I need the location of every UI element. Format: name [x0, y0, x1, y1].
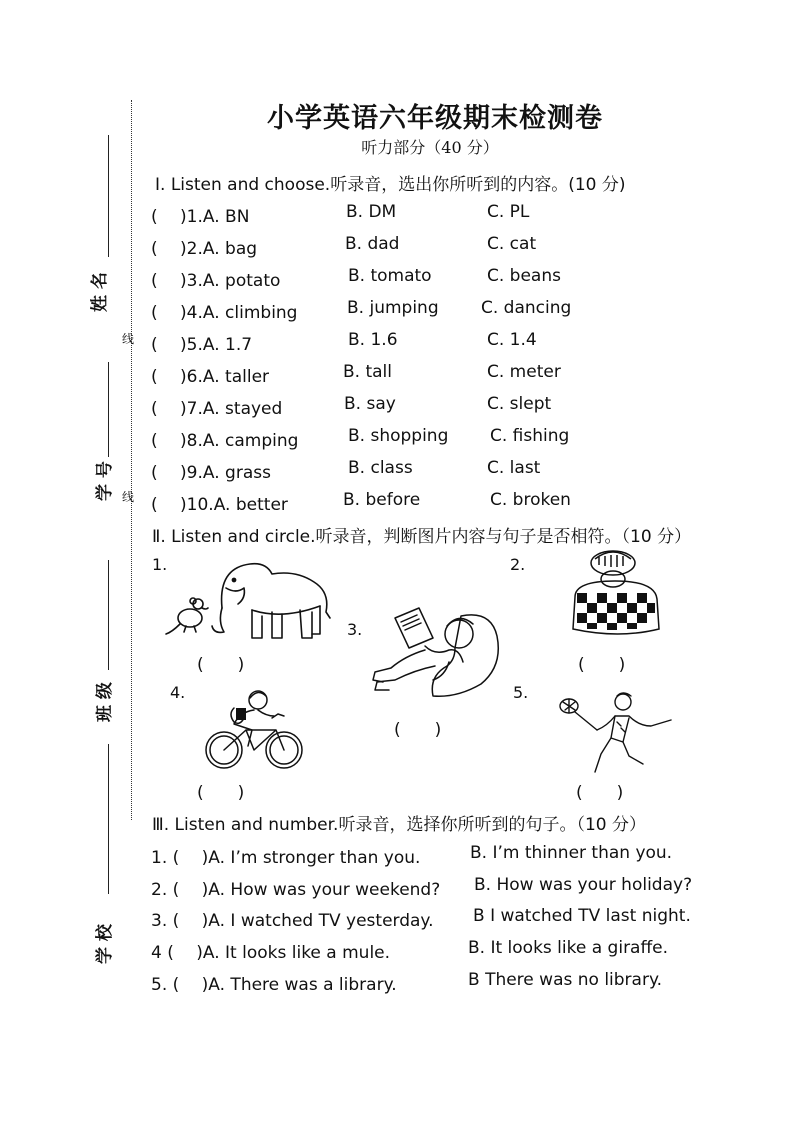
option-b: B. shopping [348, 426, 449, 446]
sentence-row [151, 906, 433, 930]
question-number: 3. [186, 271, 203, 291]
sentence-b: B. It looks like a giraffe. [468, 938, 669, 958]
picture-answer-4[interactable]: ( ) [197, 783, 245, 803]
section3-heading: Ⅲ. Listen and number.听录音，选择你所听到的句子。（10 分） [152, 815, 646, 835]
answer-blank[interactable]: ( ) [151, 239, 187, 259]
option-a: A. climbing [202, 303, 298, 323]
picture-num-1: 1. [152, 555, 168, 574]
mouse-elephant-picture [160, 548, 335, 648]
answer-blank[interactable]: ( ) [151, 303, 187, 323]
option-b: B. dad [345, 234, 400, 254]
option-c: C. dancing [481, 298, 572, 318]
section1-heading: Ⅰ. Listen and choose.听录音，选出你所听到的内容。(10 分) [155, 175, 626, 195]
option-c: C. cat [487, 234, 537, 254]
option-b: B. tomato [348, 266, 432, 286]
question-number: 6. [186, 367, 203, 387]
sentence-b: B. How was your holiday? [474, 875, 693, 895]
choice-row [151, 362, 269, 386]
sentence-number[interactable]: 2. ( ) [151, 880, 209, 900]
option-c: C. slept [487, 394, 552, 414]
page-subtitle: 听力部分（40 分） [361, 138, 499, 157]
student-no-underline [108, 362, 109, 457]
section2-heading: Ⅱ. Listen and circle.听录音，判断图片内容与句子是否相符。（10 分） [152, 527, 692, 547]
option-b: B. DM [346, 202, 397, 222]
question-number: 7. [186, 399, 203, 419]
option-c: C. beans [487, 266, 561, 286]
line-mark-1: 线 [122, 332, 135, 346]
sentence-number[interactable]: 1. ( ) [151, 848, 209, 868]
sentence-a: A. I’m stronger than you. [208, 848, 421, 868]
badminton-player-picture [555, 688, 675, 776]
option-b: B. jumping [347, 298, 439, 318]
sentence-a: A. I watched TV yesterday. [208, 911, 434, 931]
sentence-b: B. I’m thinner than you. [470, 843, 673, 863]
sentence-row [151, 970, 397, 994]
sentence-row [151, 938, 390, 962]
option-c: C. fishing [490, 426, 570, 446]
picture-answer-2[interactable]: ( ) [578, 655, 626, 675]
sentence-a: A. It looks like a mule. [202, 943, 391, 963]
question-number: 9. [186, 463, 203, 483]
sentence-number[interactable]: 3. ( ) [151, 911, 209, 931]
answer-blank[interactable]: ( ) [151, 463, 187, 483]
binding-line [131, 100, 132, 820]
option-a: A. BN [202, 207, 250, 227]
answer-blank[interactable]: ( ) [151, 495, 187, 515]
question-number: 4. [186, 303, 203, 323]
picture-answer-3[interactable]: ( ) [394, 720, 442, 740]
sick-person-picture [565, 545, 665, 645]
choice-row [151, 490, 288, 514]
option-c: C. last [487, 458, 541, 478]
option-b: B. say [344, 394, 396, 414]
picture-num-3: 3. [347, 620, 363, 639]
question-number: 5. [186, 335, 203, 355]
option-a: A. stayed [202, 399, 283, 419]
choice-row [151, 426, 298, 450]
sentence-a: A. How was your weekend? [208, 880, 441, 900]
choice-row [151, 330, 252, 354]
picture-answer-5[interactable]: ( ) [576, 783, 624, 803]
answer-blank[interactable]: ( ) [151, 335, 187, 355]
sentence-row [151, 843, 420, 867]
option-a: A. taller [202, 367, 270, 387]
answer-blank[interactable]: ( ) [151, 271, 187, 291]
picture-num-4: 4. [170, 683, 186, 702]
option-b: B. before [343, 490, 421, 510]
choice-row [151, 234, 257, 258]
question-number: 1. [186, 207, 203, 227]
option-b: B. 1.6 [348, 330, 398, 350]
option-a: A. 1.7 [202, 335, 253, 355]
option-b: B. class [348, 458, 413, 478]
picture-num-2: 2. [510, 555, 526, 574]
question-number: 10. [186, 495, 214, 515]
answer-blank[interactable]: ( ) [151, 431, 187, 451]
option-a: A. grass [202, 463, 271, 483]
option-a: A. potato [202, 271, 281, 291]
option-b: B. tall [343, 362, 392, 382]
sentence-number[interactable]: 5. ( ) [151, 975, 209, 995]
choice-row [151, 298, 297, 322]
choice-row [151, 202, 249, 226]
school-underline [108, 744, 109, 894]
picture-answer-1[interactable]: ( ) [197, 655, 245, 675]
page-title: 小学英语六年级期末检测卷 [267, 103, 603, 134]
answer-blank[interactable]: ( ) [151, 367, 187, 387]
picture-num-5: 5. [513, 683, 529, 702]
sentence-b: B I watched TV last night. [473, 906, 691, 926]
sentence-b: B There was no library. [468, 970, 662, 990]
line-mark-2: 线 [122, 490, 135, 504]
answer-blank[interactable]: ( ) [151, 399, 187, 419]
choice-row [151, 458, 271, 482]
answer-blank[interactable]: ( ) [151, 207, 187, 227]
question-number: 8. [186, 431, 203, 451]
option-c: C. 1.4 [487, 330, 537, 350]
option-c: C. PL [487, 202, 530, 222]
option-c: C. meter [487, 362, 561, 382]
option-a: A. bag [202, 239, 258, 259]
cycling-boy-picture [202, 688, 307, 773]
choice-row [151, 394, 282, 418]
option-a: A. camping [202, 431, 299, 451]
sentence-row [151, 875, 440, 899]
reading-boy-picture [365, 606, 505, 698]
sentence-a: A. There was a library. [208, 975, 397, 995]
choice-row [151, 266, 280, 290]
sentence-number[interactable]: 4 ( ) [151, 943, 203, 963]
option-a: A. better [213, 495, 288, 515]
class-underline [108, 560, 109, 670]
question-number: 2. [186, 239, 203, 259]
option-c: C. broken [490, 490, 571, 510]
